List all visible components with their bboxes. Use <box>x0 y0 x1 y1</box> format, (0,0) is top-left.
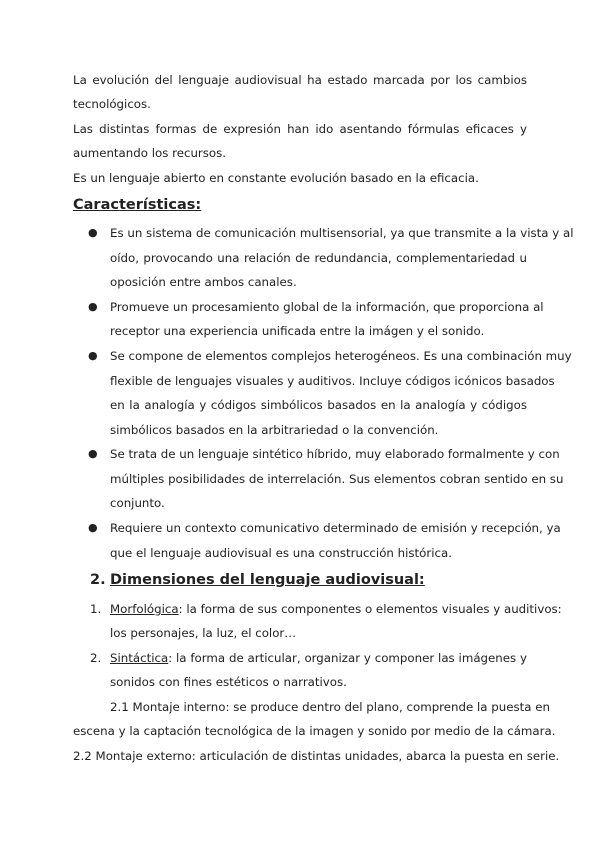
bullet-3-line-3: en la analogía y códigos simbólicos basados en la analogía y códigos <box>110 398 527 412</box>
bullet-3-line-1: Se compone de elementos complejos heterogéneos. Es una combinación muy <box>110 349 572 363</box>
bullet-5-line-1: Requiere un contexto comunicativo determinado de emisión y recepción, ya <box>110 521 561 535</box>
term-morfologica: Morfológica <box>110 602 179 616</box>
section-title: Dimensiones del lenguaje audiovisual: <box>110 572 425 588</box>
bullet-icon: ● <box>88 447 98 460</box>
intro-line-5: Es un lenguaje abierto en constante evolución basado en la eficacia. <box>73 171 479 185</box>
bullet-1-line-2: oído, provocando una relación de redundancia, complementariedad u <box>110 251 527 265</box>
dimension-1-line-2: los personajes, la luz, el color… <box>110 626 297 640</box>
bullet-2-line-1: Promueve un procesamiento global de la información, que proporciona al <box>110 300 544 314</box>
bullet-icon: ● <box>88 300 98 313</box>
bullet-3-line-2: flexible de lenguajes visuales y auditivos. Incluye códigos icónicos basados <box>110 374 555 388</box>
list-number: 1. <box>90 602 102 616</box>
intro-line-4: aumentando los recursos. <box>73 146 227 160</box>
list-number: 2. <box>90 651 102 665</box>
bullet-3-line-4: simbólicos basados en la arbitrariedad o la convención. <box>110 423 439 437</box>
bullet-4-line-2: múltiples posibilidades de interrelación. Sus elementos cobran sentido en su <box>110 472 564 486</box>
bullet-4-line-3: conjunto. <box>110 496 165 510</box>
bullet-icon: ● <box>88 521 98 534</box>
bullet-icon: ● <box>88 226 98 239</box>
bullet-1-line-3: oposición entre ambos canales. <box>110 275 297 289</box>
dimension-2-line-2: sonidos con fines estéticos o narrativos. <box>110 675 347 689</box>
heading-caracteristicas: Características: <box>73 197 202 213</box>
dimension-2-line-1 <box>110 650 527 666</box>
dimension-1-definition: : la forma de sus componentes o elementos visuales y auditivos: <box>178 602 562 616</box>
montaje-interno-line-1: 2.1 Montaje interno: se produce dentro del plano, comprende la puesta en <box>110 700 550 714</box>
dimension-2-definition: : la forma de articular, organizar y componer las imágenes y <box>168 651 527 665</box>
bullet-4-line-1: Se trata de un lenguaje sintético híbrido, muy elaborado formalmente y con <box>110 447 560 461</box>
bullet-2-line-2: receptor una experiencia unificada entre la imágen y el sonido. <box>110 324 485 338</box>
montaje-externo: 2.2 Montaje externo: articulación de distintas unidades, abarca la puesta en serie. <box>73 749 560 763</box>
term-sintactica: Sintáctica <box>110 651 169 665</box>
intro-line-3: Las distintas formas de expresión han ido asentando fórmulas eficaces y <box>73 122 527 136</box>
bullet-5-line-2: que el lenguaje audiovisual es una construcción histórica. <box>110 546 452 560</box>
bullet-icon: ● <box>88 349 98 362</box>
bullet-1-line-1: Es un sistema de comunicación multisensorial, ya que transmite a la vista y al <box>110 226 574 240</box>
intro-line-1: La evolución del lenguaje audiovisual ha estado marcada por los cambios <box>73 73 527 87</box>
section-number: 2. <box>90 572 106 588</box>
dimension-1-line-1 <box>110 601 562 617</box>
montaje-interno-line-2: escena y la captación tecnológica de la imagen y sonido por medio de la cámara. <box>73 724 556 738</box>
intro-line-2: tecnológicos. <box>73 97 151 111</box>
